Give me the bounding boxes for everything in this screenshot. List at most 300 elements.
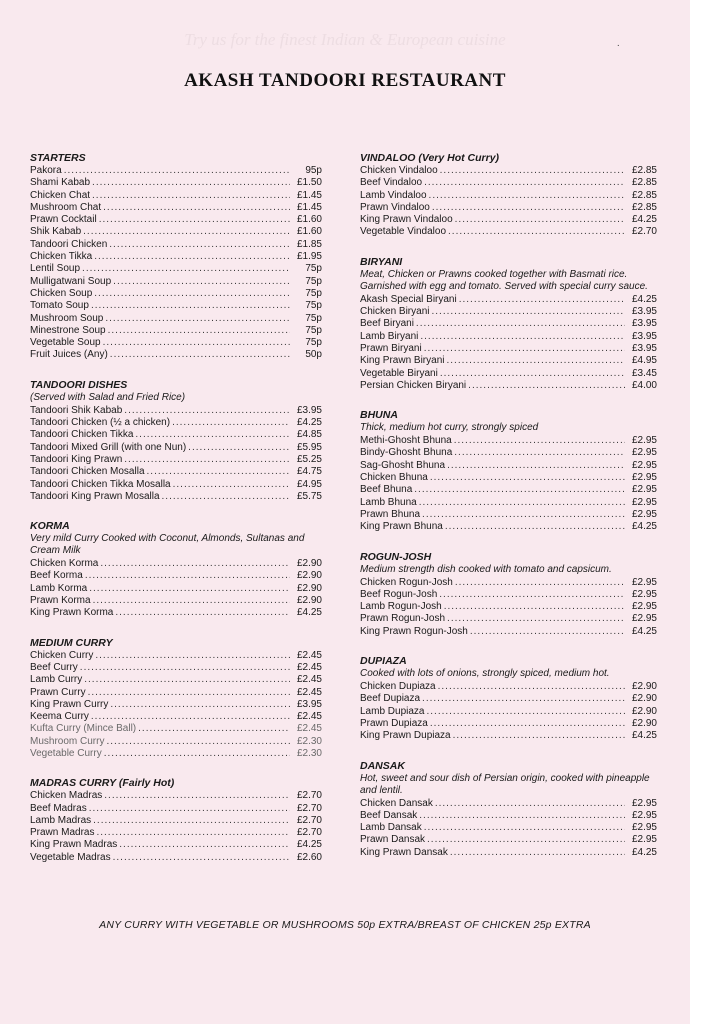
dot-leader <box>430 472 625 484</box>
section-description: Medium strength dish cooked with tomato and capsicum. <box>360 563 612 575</box>
dot-leader <box>414 484 625 496</box>
item-price: £3.95 <box>296 698 322 710</box>
dot-leader <box>446 355 625 367</box>
section-description: Hot, sweet and sour dish of Persian origin, cooked with pineapple and lentil. <box>360 772 650 796</box>
section-title: STARTERS <box>30 152 86 164</box>
menu-item <box>360 306 657 318</box>
menu-item <box>30 417 322 429</box>
item-name: Chicken Dansak <box>360 797 433 809</box>
menu-column-right <box>360 152 657 876</box>
item-name: Pakora <box>30 165 62 176</box>
item-name: Tandoori Chicken (½ a chicken) <box>30 417 171 429</box>
dot-leader <box>94 251 290 263</box>
extras-footnote: ANY CURRY WITH VEGETABLE OR MUSHROOMS 50p EXTRA/BREAST OF CHICKEN 25p EXTRA <box>99 919 591 931</box>
menu-item <box>30 711 322 723</box>
dot-leader <box>426 706 625 718</box>
item-price: £4.25 <box>296 839 322 851</box>
menu-item <box>360 190 657 202</box>
menu-item <box>360 706 657 718</box>
dot-leader <box>470 626 625 638</box>
dot-leader <box>103 202 290 214</box>
dot-leader <box>429 190 625 202</box>
menu-item <box>360 355 657 367</box>
menu-item <box>30 827 322 839</box>
item-price: £2.45 <box>296 686 322 698</box>
section-title: MEDIUM CURRY <box>30 636 113 649</box>
item-name: Fruit Juices (Any) <box>30 349 108 361</box>
menu-item <box>30 852 322 864</box>
item-price: 95p <box>305 165 322 176</box>
item-name: Prawn Dansak <box>360 834 426 846</box>
section-description: Cooked with lots of onions, strongly spiced, medium hot. <box>360 668 610 680</box>
dot-leader <box>454 435 625 447</box>
item-price: £2.85 <box>631 201 657 213</box>
menu-section-dansak <box>360 760 657 859</box>
item-name: Beef Rogun-Josh <box>360 588 438 600</box>
item-name: Chicken Curry <box>30 649 94 661</box>
item-name: Beef Dansak <box>360 809 418 821</box>
item-name: Lamb Biryani <box>360 330 419 342</box>
item-name: Prawn Cocktail <box>30 214 97 226</box>
dot-leader <box>124 405 290 417</box>
section-title: BHUNA <box>360 409 398 422</box>
item-price: £2.45 <box>296 674 322 686</box>
menu-item <box>30 313 322 325</box>
menu-item <box>360 577 657 589</box>
item-name: King Prawn Bhuna <box>360 521 443 533</box>
item-name: Beef Madras <box>30 802 87 814</box>
item-price: £3.95 <box>631 306 657 318</box>
item-name: Lamb Curry <box>30 674 83 686</box>
item-price: £2.95 <box>631 496 657 508</box>
item-price: £2.95 <box>631 797 657 809</box>
item-price: £2.95 <box>631 508 657 520</box>
dot-leader <box>104 748 290 760</box>
item-price: £3.95 <box>631 318 657 330</box>
dot-leader <box>92 177 290 189</box>
menu-item <box>30 251 322 263</box>
item-price: 75p <box>305 287 322 299</box>
dot-leader <box>95 650 290 662</box>
dot-leader <box>93 595 290 607</box>
item-price: £2.95 <box>631 447 657 459</box>
menu-item <box>360 484 657 496</box>
item-name: King Prawn Dansak <box>360 846 448 858</box>
dot-leader <box>455 214 625 226</box>
item-name: Persian Chicken Biryani <box>360 379 467 391</box>
item-name: Lamb Dansak <box>360 822 422 834</box>
menu-item <box>30 815 322 827</box>
item-price: £2.45 <box>296 723 322 735</box>
item-price: 75p <box>305 263 322 275</box>
item-name: Vegetable Vindaloo <box>360 226 447 238</box>
item-price: £5.95 <box>296 441 322 453</box>
menu-item <box>30 300 322 312</box>
dot-leader <box>119 839 290 851</box>
item-price: £4.85 <box>296 429 322 441</box>
dot-leader <box>113 852 290 864</box>
menu-item <box>360 730 657 742</box>
menu-item <box>30 276 322 288</box>
menu-item <box>360 613 657 625</box>
item-price: £2.90 <box>631 717 657 729</box>
menu-item <box>360 847 657 859</box>
item-name: Prawn Dupiaza <box>360 717 428 729</box>
dot-leader <box>422 693 625 705</box>
menu-item <box>360 447 657 459</box>
item-name: Sag-Ghosht Bhuna <box>360 459 446 471</box>
menu-item <box>360 214 657 226</box>
menu-item <box>360 589 657 601</box>
item-price: £2.70 <box>296 790 322 802</box>
menu-item <box>30 570 322 582</box>
dot-leader <box>416 318 625 330</box>
item-price: £2.85 <box>631 165 657 176</box>
dot-leader <box>88 687 290 699</box>
menu-item <box>30 263 322 275</box>
item-name: Methi-Ghosht Bhuna <box>360 435 452 447</box>
menu-item <box>30 662 322 674</box>
menu-item <box>30 466 322 478</box>
item-name: Lamb Bhuna <box>360 496 417 508</box>
dot-leader <box>453 730 625 742</box>
item-price: £4.25 <box>631 293 657 305</box>
dot-leader <box>99 214 290 226</box>
dot-leader <box>420 331 625 343</box>
item-name: Beef Dupiaza <box>360 693 421 705</box>
section-title: VINDALOO (Very Hot Curry) <box>360 152 500 164</box>
menu-item <box>30 202 322 214</box>
item-price: £2.90 <box>296 558 322 570</box>
dot-leader <box>419 497 625 509</box>
menu-item <box>360 822 657 834</box>
menu-item <box>30 190 322 202</box>
item-name: Mushroom Curry <box>30 735 105 747</box>
item-name: Beef Bhuna <box>360 484 413 496</box>
section-description: Very mild Curry Cooked with Coconut, Almonds, Sultanas and Cream Milk <box>30 533 305 557</box>
item-price: £2.95 <box>631 822 657 834</box>
menu-item <box>360 294 657 306</box>
item-price: £2.95 <box>631 834 657 846</box>
item-name: Prawn Biryani <box>360 342 422 354</box>
menu-item <box>30 736 322 748</box>
dot-leader <box>138 723 290 735</box>
menu-item <box>30 337 322 349</box>
dot-leader <box>188 442 290 454</box>
section-title: KORMA <box>30 520 70 533</box>
menu-item <box>360 331 657 343</box>
item-price: £4.25 <box>631 846 657 858</box>
item-price: £2.95 <box>631 588 657 600</box>
menu-item <box>360 521 657 533</box>
dot-leader <box>147 466 290 478</box>
item-price: £2.30 <box>296 735 322 747</box>
dot-leader <box>450 847 625 859</box>
section-title: BIRYANI <box>360 255 403 268</box>
item-name: Shik Kabab <box>30 226 82 238</box>
menu-item <box>360 435 657 447</box>
item-name: Chicken Chat <box>30 189 91 201</box>
item-name: Lamb Dupiaza <box>360 705 425 717</box>
menu-item <box>30 405 322 417</box>
dot-leader <box>103 337 290 349</box>
item-price: £5.25 <box>296 453 322 465</box>
item-price: 75p <box>305 324 322 336</box>
dot-leader <box>110 349 290 361</box>
dot-leader <box>89 803 290 815</box>
item-price: £3.45 <box>631 367 657 379</box>
item-name: Beef Curry <box>30 661 78 673</box>
item-price: £2.70 <box>296 814 322 826</box>
item-name: Chicken Soup <box>30 287 93 299</box>
menu-section-madras-curry <box>30 777 322 864</box>
dot-leader <box>440 165 625 177</box>
menu-item <box>30 650 322 662</box>
dot-leader <box>445 521 625 533</box>
dot-leader <box>454 447 625 459</box>
dot-leader <box>124 454 290 466</box>
show-through-heading: Try us for the finest Indian & European cuisine <box>184 30 506 49</box>
item-name: King Prawn Dupiaza <box>360 730 451 742</box>
dot-leader <box>438 681 625 693</box>
menu-item <box>30 429 322 441</box>
dot-leader <box>424 822 625 834</box>
menu-section-vindaloo <box>360 152 657 239</box>
section-title: TANDOORI DISHES <box>30 378 128 391</box>
item-price: £4.25 <box>296 417 322 429</box>
item-price: £3.95 <box>631 342 657 354</box>
menu-item <box>30 723 322 735</box>
menu-item <box>30 454 322 466</box>
section-description: (Served with Salad and Fried Rice) <box>30 391 186 403</box>
dot-leader <box>91 711 290 723</box>
menu-item <box>30 583 322 595</box>
menu-item <box>360 798 657 810</box>
menu-item <box>360 380 657 392</box>
menu-item <box>360 202 657 214</box>
menu-item <box>30 491 322 503</box>
dot-leader <box>106 736 290 748</box>
item-price: £2.90 <box>631 705 657 717</box>
menu-item <box>360 318 657 330</box>
dot-leader <box>447 613 625 625</box>
menu-item <box>360 177 657 189</box>
item-name: Lamb Vindaloo <box>360 189 427 201</box>
item-price: £2.95 <box>631 459 657 471</box>
menu-item <box>360 718 657 730</box>
item-name: Shami Kabab <box>30 177 91 189</box>
menu-item <box>360 460 657 472</box>
menu-item <box>360 834 657 846</box>
menu-section-dupiaza <box>360 655 657 742</box>
item-price: £2.30 <box>296 747 322 759</box>
menu-item <box>30 558 322 570</box>
item-name: Prawn Korma <box>30 595 91 607</box>
item-name: Chicken Madras <box>30 790 103 802</box>
item-name: Chicken Rogun-Josh <box>360 576 453 588</box>
item-name: Mulligatwani Soup <box>30 275 112 287</box>
menu-item <box>360 226 657 238</box>
item-name: Chicken Korma <box>30 558 99 570</box>
item-price: £1.50 <box>296 177 322 189</box>
menu-section-biryani <box>360 256 657 392</box>
dot-leader <box>94 288 290 300</box>
item-price: £1.85 <box>296 238 322 250</box>
item-price: £2.85 <box>631 177 657 189</box>
item-price: £2.95 <box>631 809 657 821</box>
item-price: £4.25 <box>631 521 657 533</box>
dot-leader <box>172 417 290 429</box>
item-name: Chicken Dupiaza <box>360 681 436 693</box>
item-price: £4.95 <box>296 478 322 490</box>
item-name: Tandoori Chicken <box>30 238 108 250</box>
menu-section-korma <box>30 520 322 619</box>
item-name: Prawn Curry <box>30 686 86 698</box>
item-price: £1.45 <box>296 189 322 201</box>
item-price: £2.70 <box>296 802 322 814</box>
item-price: £2.90 <box>296 570 322 582</box>
menu-item <box>30 165 322 177</box>
item-name: Mushroom Chat <box>30 201 102 213</box>
dot-leader <box>447 460 625 472</box>
restaurant-title: AKASH TANDOORI RESTAURANT <box>184 70 506 91</box>
menu-item <box>360 509 657 521</box>
menu-item <box>30 442 322 454</box>
item-name: Beef Biryani <box>360 318 414 330</box>
item-name: King Prawn Korma <box>30 607 114 619</box>
dot-leader <box>92 190 290 202</box>
section-title: DUPIAZA <box>360 655 407 668</box>
item-name: Tandoori Shik Kabab <box>30 404 123 416</box>
item-name: Vegetable Soup <box>30 337 101 349</box>
item-name: Minestrone Soup <box>30 324 106 336</box>
item-price: £2.95 <box>631 472 657 484</box>
dot-leader <box>104 790 290 802</box>
item-price: £2.90 <box>631 693 657 705</box>
dot-leader <box>85 570 290 582</box>
menu-item <box>30 214 322 226</box>
item-name: Tandoori King Prawn Mosalla <box>30 490 160 502</box>
menu-item <box>30 325 322 337</box>
item-name: Akash Special Biryani <box>360 293 457 305</box>
item-price: 75p <box>305 275 322 287</box>
menu-item <box>360 368 657 380</box>
item-price: £3.95 <box>631 330 657 342</box>
item-price: £5.75 <box>296 490 322 502</box>
dot-leader <box>135 429 290 441</box>
item-name: Lentil Soup <box>30 263 81 275</box>
item-name: Tomato Soup <box>30 300 89 312</box>
item-price: £2.90 <box>296 582 322 594</box>
dot-leader <box>83 226 290 238</box>
dot-leader <box>439 589 625 601</box>
menu-item <box>30 674 322 686</box>
dot-leader <box>162 491 290 503</box>
item-price: £2.90 <box>296 595 322 607</box>
dot-leader <box>459 294 625 306</box>
section-title: MADRAS CURRY (Fairly Hot) <box>30 777 175 790</box>
item-price: £4.00 <box>631 379 657 391</box>
item-name: Keema Curry <box>30 711 89 723</box>
item-name: Lamb Rogun-Josh <box>360 601 442 613</box>
item-price: £2.60 <box>296 851 322 863</box>
dot-leader <box>448 226 625 238</box>
menu-section-starters <box>30 152 322 362</box>
item-name: Vegetable Curry <box>30 747 102 759</box>
section-description: Thick, medium hot curry, strongly spiced <box>360 422 539 434</box>
item-name: Prawn Vindaloo <box>360 201 430 213</box>
dot-leader <box>424 177 625 189</box>
menu-item <box>30 226 322 238</box>
menu-item <box>30 839 322 851</box>
item-name: King Prawn Curry <box>30 698 109 710</box>
item-price: £2.85 <box>631 189 657 201</box>
item-price: £2.90 <box>631 681 657 693</box>
item-name: King Prawn Rogun-Josh <box>360 625 468 637</box>
menu-item <box>30 687 322 699</box>
menu-item <box>30 479 322 491</box>
item-price: £2.95 <box>631 601 657 613</box>
menu-column-left <box>30 152 322 881</box>
dot-leader <box>89 583 290 595</box>
item-price: £2.45 <box>296 711 322 723</box>
menu-item <box>360 601 657 613</box>
menu-item <box>30 288 322 300</box>
item-price: £1.95 <box>296 251 322 263</box>
item-price: £1.60 <box>296 226 322 238</box>
dot-leader <box>427 834 625 846</box>
menu-item <box>30 790 322 802</box>
dot-leader <box>110 699 290 711</box>
item-price: £2.95 <box>631 576 657 588</box>
dot-leader <box>424 343 625 355</box>
dot-leader <box>100 558 290 570</box>
item-name: Tandoori Chicken Tikka Mosalla <box>30 478 171 490</box>
dot-leader <box>431 306 625 318</box>
dot-leader <box>432 202 625 214</box>
menu-section-bhuna <box>360 409 657 533</box>
item-price: 50p <box>305 349 322 361</box>
item-price: £2.70 <box>296 827 322 839</box>
item-name: Tandoori King Prawn <box>30 453 123 465</box>
section-title: ROGUN-JOSH <box>360 550 432 563</box>
dot-leader <box>419 810 625 822</box>
item-price: £1.60 <box>296 214 322 226</box>
item-price: 75p <box>305 300 322 312</box>
item-name: Chicken Bhuna <box>360 472 428 484</box>
menu-item <box>30 748 322 760</box>
dot-leader <box>113 276 290 288</box>
menu-item <box>360 693 657 705</box>
dot-leader <box>455 577 625 589</box>
dot-leader <box>468 380 625 392</box>
item-name: Kufta Curry (Mince Ball) <box>30 723 137 735</box>
menu-item <box>360 626 657 638</box>
item-price: £4.25 <box>296 607 322 619</box>
dot-leader <box>435 798 625 810</box>
menu-item <box>360 497 657 509</box>
dot-leader <box>84 674 290 686</box>
item-price: £2.95 <box>631 613 657 625</box>
item-name: Tandoori Chicken Mosalla <box>30 466 145 478</box>
dot-leader <box>105 313 290 325</box>
item-name: Prawn Madras <box>30 827 95 839</box>
dot-leader <box>93 815 290 827</box>
dot-leader <box>80 662 290 674</box>
item-price: 75p <box>305 312 322 324</box>
menu-item <box>30 595 322 607</box>
corner-dot: · <box>616 40 620 51</box>
